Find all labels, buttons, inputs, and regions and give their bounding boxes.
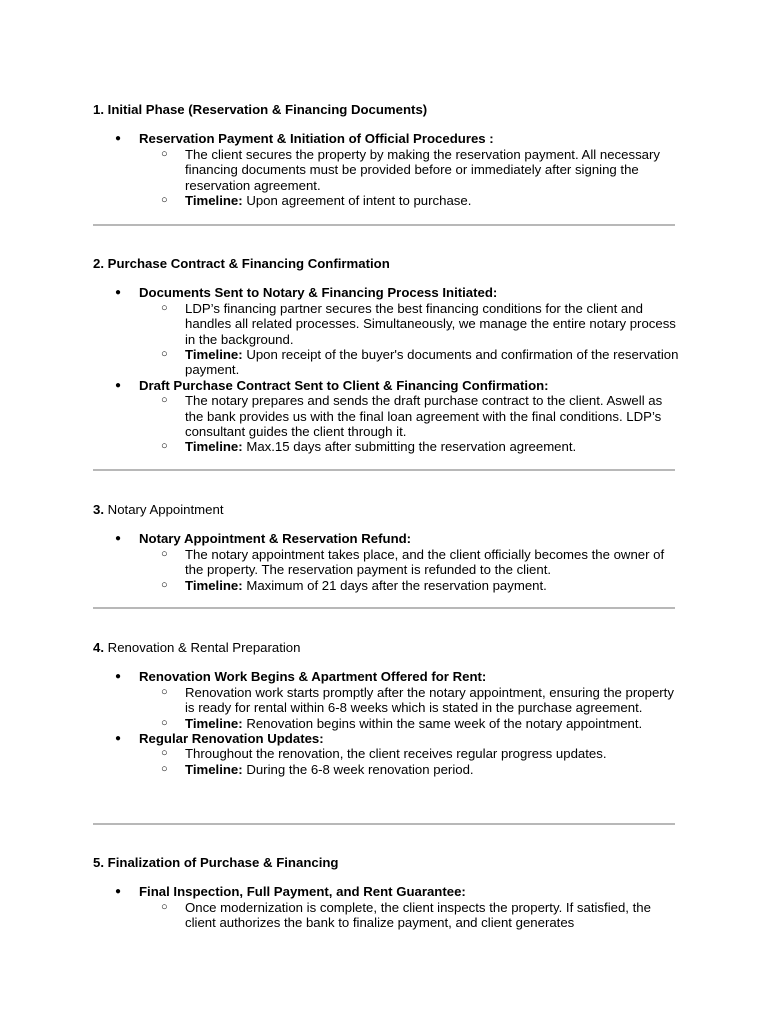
section-title: Finalization of Purchase & Financing [107,855,339,870]
sub-item [139,547,683,578]
circle-bullet-icon: ○ [161,685,168,698]
circle-bullet-icon: ○ [161,762,168,775]
circle-bullet-icon: ○ [161,301,168,314]
section-number: 2. [93,256,104,271]
list-item [93,285,683,377]
list-item [93,669,683,731]
bullet-icon: ● [115,133,122,145]
section-number: 1. [93,102,104,117]
circle-bullet-icon: ○ [161,747,168,760]
item-title: Renovation Work Begins & Apartment Offered for Rent: [139,669,487,685]
section-title: Notary Appointment [107,502,224,517]
sub-item-text: The notary prepares and sends the draft purchase contract to the client. Aswell as the bank provides us with the final loan agreement with the final conditions. LDP’s consultant guides the client through it. [185,393,663,440]
sub-item [139,147,683,193]
section-divider [93,607,675,609]
sub-item [139,393,683,439]
list-item [93,884,683,930]
circle-bullet-icon: ○ [161,716,168,729]
sub-item [139,762,683,777]
sub-item [139,347,683,378]
list-item [93,531,683,593]
sub-item-text: Renovation begins within the same week of the notary appointment. [246,715,643,731]
section-title: Renovation & Rental Preparation [107,640,301,655]
bullet-icon: ● [115,533,122,545]
timeline-label: Timeline: [185,715,243,731]
sub-item-text: LDP’s financing partner secures the best financing conditions for the client and handles all related processes. Simultaneously, we manage the entire notary process in the background. [185,300,676,347]
circle-bullet-icon: ○ [161,578,168,591]
timeline-label: Timeline: [185,761,243,777]
bullet-icon: ● [115,886,122,898]
timeline-label: Timeline: [185,193,243,209]
sub-item-text: Max.15 days after submitting the reservation agreement. [246,439,577,455]
sub-item [139,301,683,347]
sub-item [139,900,683,931]
circle-bullet-icon: ○ [161,440,168,453]
item-title: Regular Renovation Updates: [139,731,324,747]
bullet-icon: ● [115,671,122,683]
sub-item-text: The client secures the property by making the reservation payment. All necessary financing documents must be provided before or immediately after signing the reservation agreement. [185,146,660,193]
sub-item-text: Maximum of 21 days after the reservation payment. [246,577,547,593]
timeline-label: Timeline: [185,577,243,593]
section-renovation [93,640,683,777]
section-divider [93,224,675,226]
section-notary-appointment [93,502,683,593]
sub-item [139,193,683,208]
timeline-label: Timeline: [185,347,243,363]
section-title: Initial Phase (Reservation & Financing Documents) [107,102,428,117]
sub-item-text: Renovation work starts promptly after the notary appointment, ensuring the property is ready for rental within 6-8 weeks which is stated in the purchase agreement. [185,684,674,716]
timeline-label: Timeline: [185,439,243,455]
section-heading [93,640,683,655]
section-number: 5. [93,855,104,870]
section-number: 4. [93,640,104,655]
sub-item [139,746,683,761]
sub-item [139,578,683,593]
sub-item [139,716,683,731]
section-title: Purchase Contract & Financing Confirmation [107,256,390,271]
item-title: Notary Appointment & Reservation Refund: [139,531,412,547]
list-item [93,378,683,455]
sub-item-text: During the 6-8 week renovation period. [246,761,474,777]
section-heading [93,502,683,517]
bullet-icon: ● [115,287,122,299]
circle-bullet-icon: ○ [161,900,168,913]
sub-item [139,685,683,716]
sub-item-text: Once modernization is complete, the client inspects the property. If satisfied, the client authorizes the bank to finalize payment, and client generates [185,899,651,931]
section-number: 3. [93,502,104,517]
circle-bullet-icon: ○ [161,394,168,407]
section-divider [93,469,675,471]
sub-item-text: The notary appointment takes place, and the client officially becomes the owner of the property. The reservation payment is refunded to the client. [185,546,665,578]
list-item [93,131,683,208]
sub-item-text: Throughout the renovation, the client receives regular progress updates. [185,746,607,762]
circle-bullet-icon: ○ [161,194,168,207]
bullet-icon: ● [115,379,122,391]
circle-bullet-icon: ○ [161,547,168,560]
list-item [93,731,683,777]
circle-bullet-icon: ○ [161,147,168,160]
bullet-icon: ● [115,733,122,745]
item-title: Documents Sent to Notary & Financing Process Initiated: [139,285,498,301]
section-divider [93,823,675,825]
item-title: Draft Purchase Contract Sent to Client & Financing Confirmation: [139,377,549,393]
item-title: Final Inspection, Full Payment, and Rent Guarantee: [139,884,466,900]
section-heading [93,102,683,117]
item-title: Reservation Payment & Initiation of Official Procedures : [139,131,494,147]
section-heading [93,855,683,870]
section-initial-phase [93,102,683,208]
sub-item-text: Upon agreement of intent to purchase. [246,193,472,209]
sub-item-text: Upon receipt of the buyer's documents and confirmation of the reservation payment. [185,347,679,378]
section-finalization [93,855,683,931]
sub-item [139,439,683,454]
circle-bullet-icon: ○ [161,348,168,361]
section-heading [93,256,683,271]
section-purchase-contract [93,256,683,455]
